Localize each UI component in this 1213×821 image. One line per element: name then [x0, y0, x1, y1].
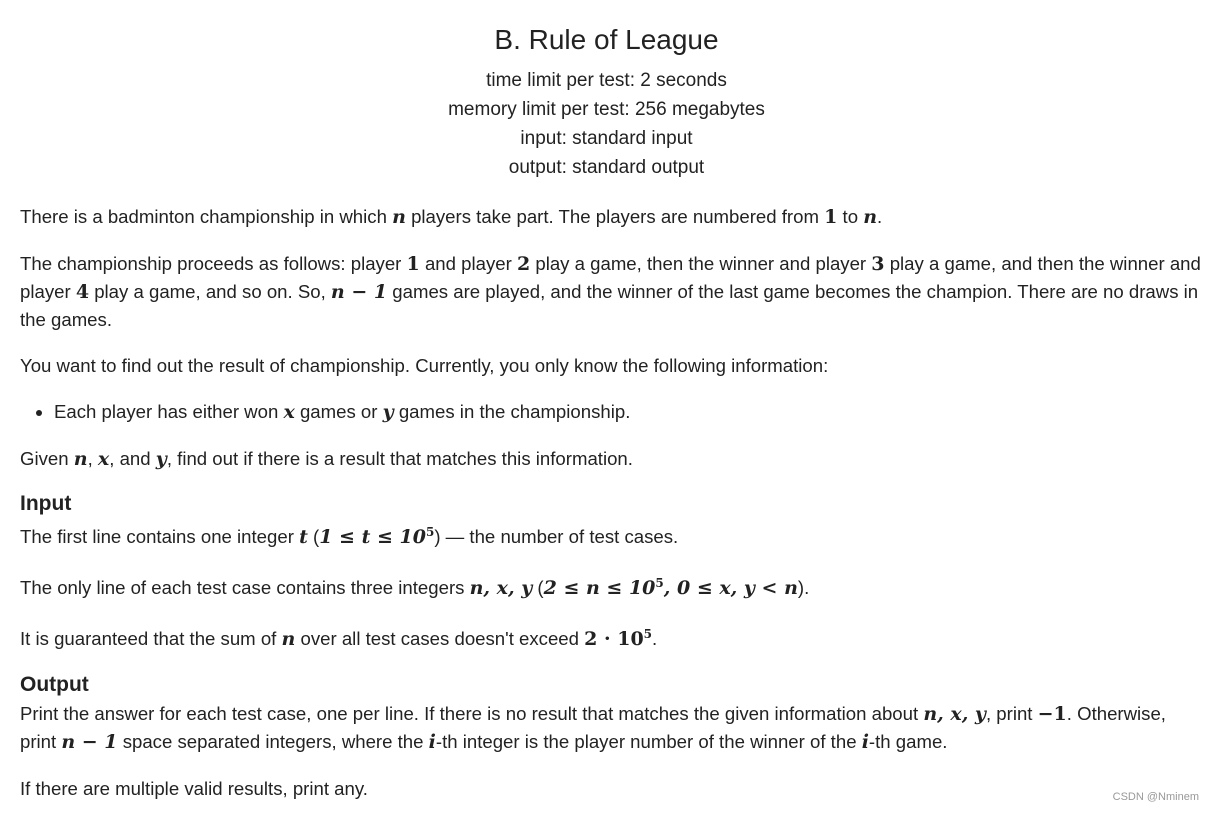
output-line-1: Print the answer for each test case, one per line. If there is no result that matches the given information about n, x, y, print −1. Otherwise, print n − 1 space separated integers, where the i-th integer is the player number of the winner of the i-th game. [20, 702, 1166, 753]
problem-statement [20, 203, 1205, 821]
math-exponent: 5 [425, 525, 435, 539]
math-4: 4 [75, 281, 90, 303]
math-t: t [299, 526, 308, 549]
output-spec: output: standard output [508, 157, 705, 178]
math-n-minus-1: n − 1 [61, 730, 118, 753]
math-n: n [392, 206, 406, 228]
input-line-1: The first line contains one integer t $(1 \le t \le 10^5)$ — the number of test cases. [20, 525, 679, 549]
math-y: y [382, 401, 394, 423]
math-1: 1 [406, 253, 420, 275]
math-2: 2 [516, 253, 531, 275]
math-xy-range: , 0 ≤ x, y < n [663, 577, 798, 600]
math-x: x [97, 448, 110, 470]
input-section-title: Input [20, 492, 72, 515]
legend-paragraph-2: The championship proceeds as follows: player 1 and player 2 play a game, then the winner and player 3 play a game, and then the winner and player 4 play a game, and so on. So, n − 1 games are played, and the winner of the last game becomes the champion. There are no draws in the games. [20, 253, 1201, 330]
math-x: x [283, 401, 295, 423]
legend-paragraph-4: Given n, x, and y, find out if there is a result that matches this information. [20, 448, 633, 470]
problem-title: B. Rule of League [494, 24, 719, 55]
math-3: 3 [871, 253, 885, 275]
legend-paragraph-3: You want to find out the result of championship. Currently, you only know the following information: [20, 355, 829, 376]
legend-paragraph-1: There is a badminton championship in which n players take part. The players are numbered from 1 to n. [20, 206, 883, 228]
time-limit: time limit per test: 2 seconds [486, 70, 727, 91]
watermark: CSDN @Nminem [1112, 791, 1199, 803]
math-1: 1 [824, 206, 838, 228]
input-spec: input: standard input [520, 128, 693, 149]
math-n-minus-1: n − 1 [330, 281, 388, 303]
math-n-x-y: n, x, y [923, 702, 986, 725]
math-i: i [428, 730, 436, 753]
math-t-range: 1 ≤ t ≤ 10 [319, 526, 426, 549]
math-sum-bound: 2 · 10 [584, 628, 644, 651]
memory-limit: memory limit per test: 256 megabytes [448, 99, 765, 120]
math-n: n [863, 206, 878, 228]
input-line-3: It is guaranteed that the sum of n over all test cases doesn't exceed $2 \cdot 10^5$. [20, 627, 658, 651]
math-y: y [155, 448, 167, 470]
math-exponent: 5 [643, 627, 653, 642]
math-n: n [73, 448, 88, 470]
math-n-x-y: n, x, y [469, 577, 533, 600]
info-list [20, 398, 1205, 426]
list-item: • Each player has either won x games or y games in the championship. [54, 398, 1205, 426]
math-n: n [281, 628, 296, 651]
math-n-range: 2 ≤ n ≤ 10 [543, 577, 656, 600]
output-section-title: Output [20, 672, 89, 696]
output-line-2: If there are multiple valid results, print any. [20, 777, 368, 799]
math-i: i [861, 730, 869, 753]
input-line-2: The only line of each test case contains three integers n, x, y ($2 \le n \le 10^5$, 0 ≤ x, y < n). [20, 576, 810, 600]
math-exponent: 5 [655, 576, 664, 591]
problem-header [0, 0, 1213, 182]
math-minus-one: −1 [1037, 702, 1067, 725]
